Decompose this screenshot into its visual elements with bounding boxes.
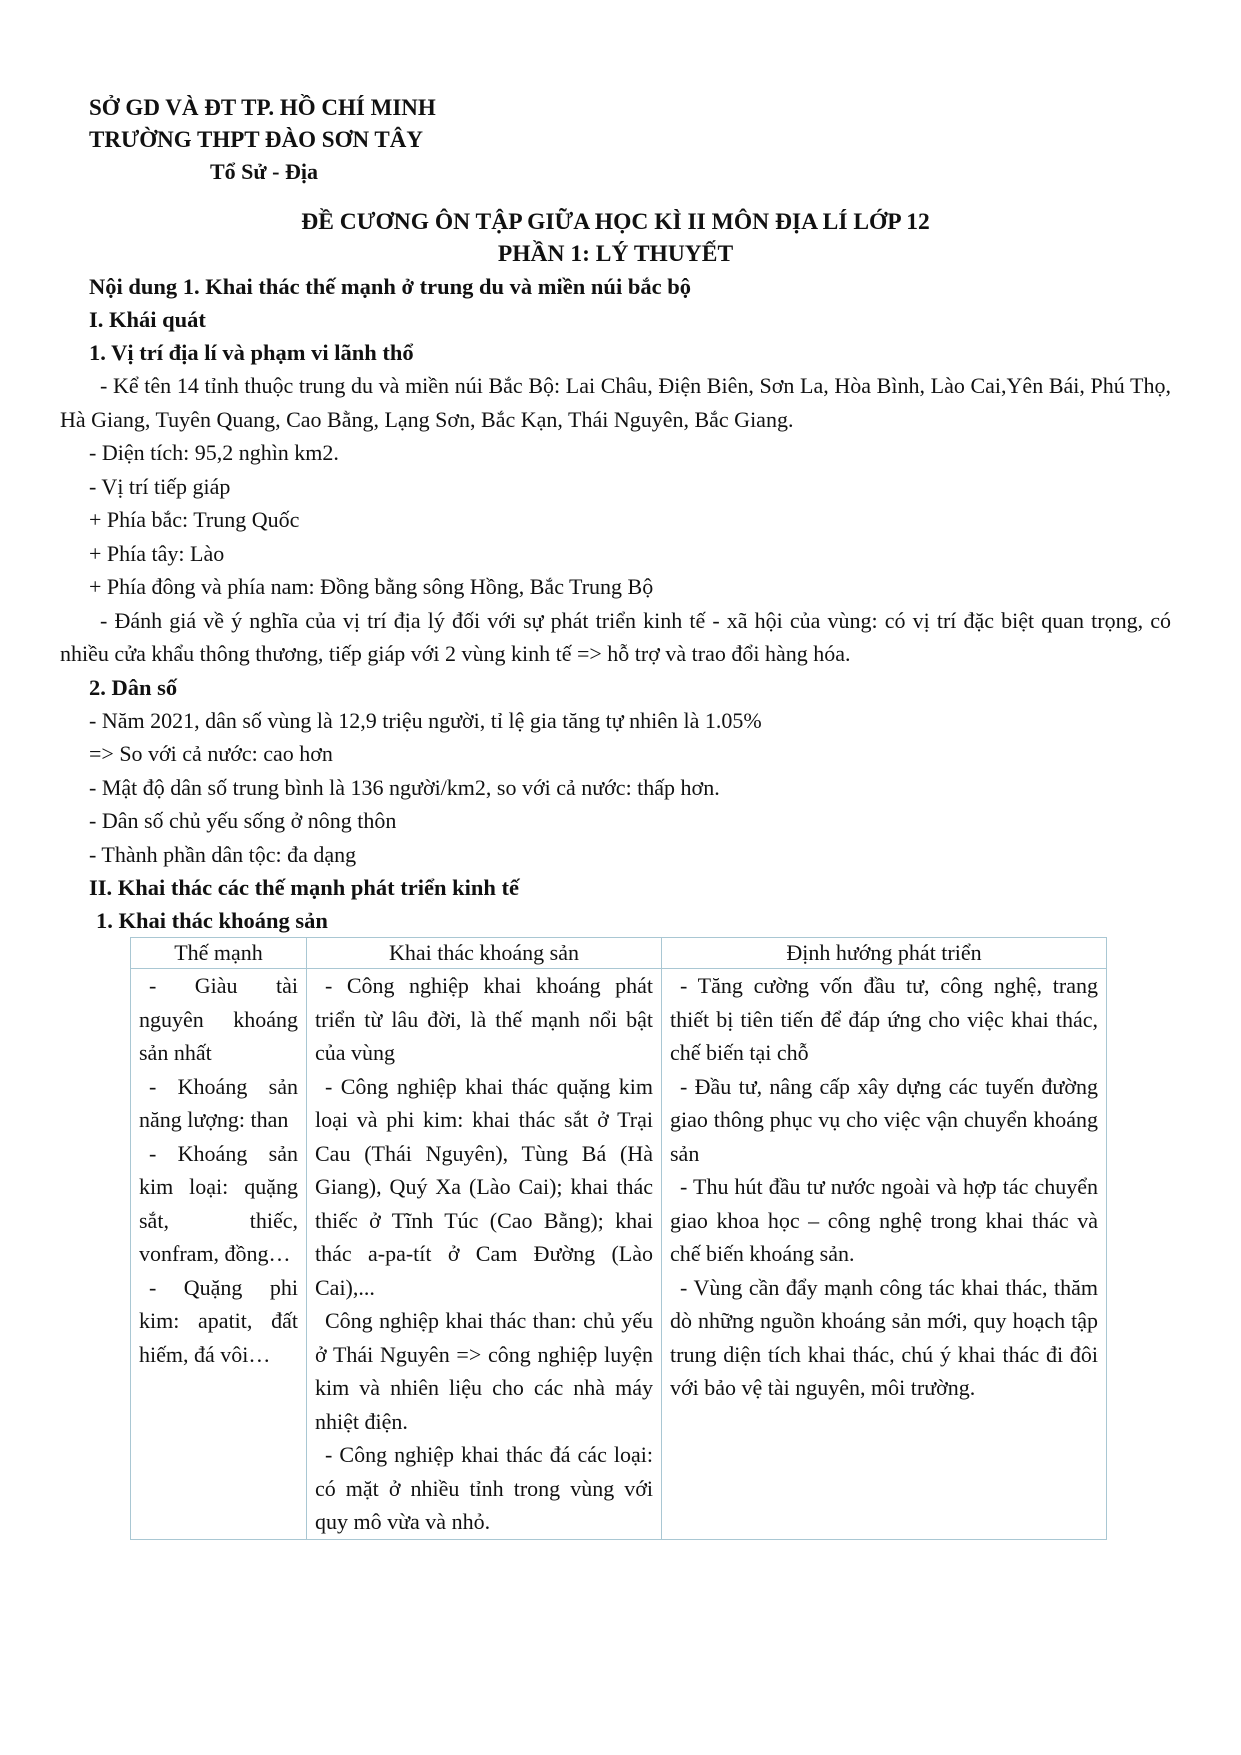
list-item: - Công nghiệp khai khoáng phát triển từ lâu đời, là thế mạnh nổi bật của vùng <box>315 973 653 1065</box>
paragraph-borders: - Vị trí tiếp giáp <box>89 473 231 499</box>
list-item: - Thu hút đầu tư nước ngoài và hợp tác chuyển giao khoa học – công nghệ trong khai thác và chế biến khoáng sản. <box>670 1174 1098 1266</box>
list-item: - Tăng cường vốn đầu tư, công nghệ, trang thiết bị tiên tiến để đáp ứng cho việc khai thác, chế biến tại chỗ <box>670 973 1098 1065</box>
paragraph-rural: - Dân số chủ yếu sống ở nông thôn <box>89 808 397 833</box>
paragraph-west: + Phía tây: Lào <box>89 540 225 566</box>
paragraph-north: + Phía bắc: Trung Quốc <box>89 507 300 532</box>
list-item: - Khoáng sản năng lượng: than <box>139 1073 298 1132</box>
school-name: TRƯỜNG THPT ĐÀO SƠN TÂY <box>89 127 423 152</box>
table-row <box>131 969 1107 1540</box>
list-item: - Khoáng sản kim loại: quặng sắt, thiếc, vonfram, đồng… <box>139 1140 298 1266</box>
paragraph-east-south: + Phía đông và phía nam: Đồng bằng sông Hồng, Bắc Trung Bộ <box>89 574 654 599</box>
table-cell-exploitation <box>307 969 662 1540</box>
list-item: - Công nghiệp khai thác đá các loại: có mặt ở nhiều tỉnh trong vùng với quy mô vừa và nhỏ. <box>315 1442 653 1534</box>
table-header-orientation: Định hướng phát triển <box>662 938 1107 969</box>
list-item: Công nghiệp khai thác than: chủ yếu ở Thái Nguyên => công nghiệp luyện kim và nhiên liệu cho các nhà máy nhiệt điện. <box>315 1308 653 1434</box>
list-item: - Đầu tư, nâng cấp xây dựng các tuyến đường giao thông phục vụ cho việc vận chuyển khoáng sản <box>670 1073 1098 1166</box>
section1-sub2-heading: 2. Dân số <box>89 674 178 700</box>
paragraph-comparison: => So với cả nước: cao hơn <box>89 741 333 766</box>
list-item: - Quặng phi kim: apatit, đất hiếm, đá vôi… <box>139 1274 298 1367</box>
table-header-exploitation: Khai thác khoáng sản <box>307 938 662 969</box>
part-title: PHẦN 1: LÝ THUYẾT <box>497 241 734 267</box>
minerals-table <box>130 937 1107 1540</box>
section1-sub1-heading: 1. Vị trí địa lí và phạm vi lãnh thổ <box>89 340 414 365</box>
document-title: ĐỀ CƯƠNG ÔN TẬP GIỮA HỌC KÌ II MÔN ĐỊA LÍ LỚP 12 <box>301 209 930 235</box>
paragraph-population: - Năm 2021, dân số vùng là 12,9 triệu người, tỉ lệ gia tăng tự nhiên là 1.05% <box>89 707 762 733</box>
table-header-strengths: Thế mạnh <box>131 938 307 969</box>
section2-sub1-heading: 1. Khai thác khoáng sản <box>96 908 328 933</box>
list-item: - Giàu tài nguyên khoáng sản nhất <box>139 973 298 1065</box>
list-item: - Công nghiệp khai thác quặng kim loại và phi kim: khai thác sắt ở Trại Cau (Thái Nguyên), Tùng Bá (Hà Giang), Quý Xa (Lào Cai); khai thác thiếc ở Tĩnh Túc (Cao Bằng); khai thác a-pa-tít ở Cam Đường (Lào Cai),... <box>315 1073 653 1300</box>
paragraph-area: - Diện tích: 95,2 nghìn km2. <box>89 440 339 465</box>
table-cell-orientation <box>662 969 1107 1540</box>
table-cell-strengths <box>131 969 307 1540</box>
content-heading: Nội dung 1. Khai thác thế mạnh ở trung du và miền núi bắc bộ <box>89 274 691 299</box>
table-header-row <box>131 938 1107 969</box>
paragraph-significance: - Đánh giá về ý nghĩa của vị trí địa lý đối với sự phát triển kinh tế - xã hội của vùng: có vị trí đặc biệt quan trọng, có nhiều cửa khẩu thông thương, tiếp giáp với 2 vùng kinh tế => hỗ trợ và trao đổi hàng hóa. <box>60 607 1171 666</box>
paragraph-ethnic: - Thành phần dân tộc: đa dạng <box>89 841 357 867</box>
section2-heading: II. Khai thác các thế mạnh phát triển kinh tế <box>89 875 520 900</box>
group-name: Tổ Sử - Địa <box>210 159 318 184</box>
list-item: - Vùng cần đẩy mạnh công tác khai thác, thăm dò những nguồn khoáng sản mới, quy hoạch tập trung diện tích khai thác, chú ý khai thác đi đôi với bảo vệ tài nguyên, môi trường. <box>670 1274 1098 1400</box>
paragraph-provinces: - Kể tên 14 tỉnh thuộc trung du và miền núi Bắc Bộ: Lai Châu, Điện Biên, Sơn La, Hòa Bình, Lào Cai,Yên Bái, Phú Thọ, Hà Giang, Tuyên Quang, Cao Bằng, Lạng Sơn, Bắc Kạn, Thái Nguyên, Bắc Giang. <box>60 373 1171 432</box>
paragraph-density: - Mật độ dân số trung bình là 136 người/km2, so với cả nước: thấp hơn. <box>89 774 720 800</box>
section1-heading: I. Khái quát <box>89 307 206 332</box>
department-name: SỞ GD VÀ ĐT TP. HỒ CHÍ MINH <box>89 95 436 120</box>
